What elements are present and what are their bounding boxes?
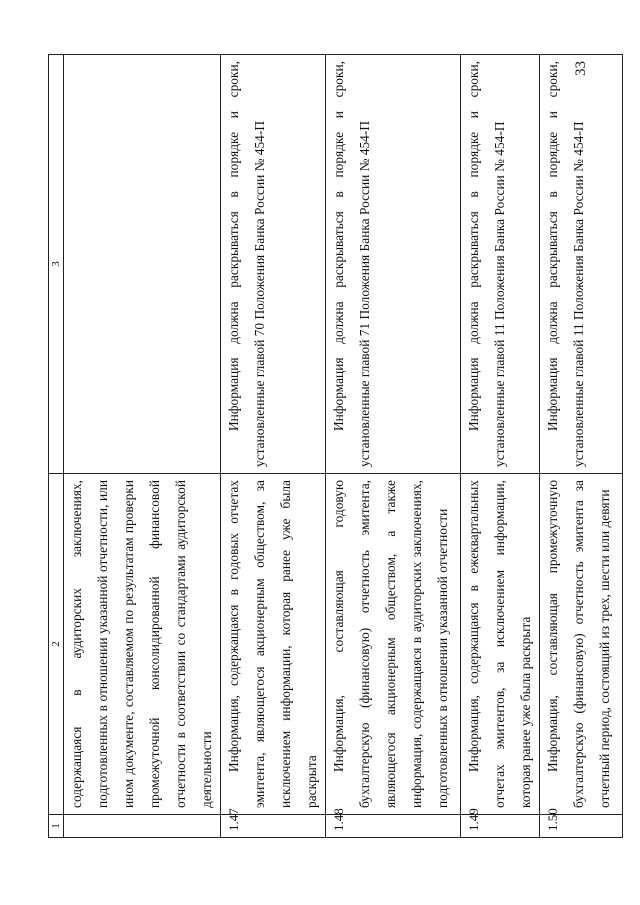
table-row xyxy=(461,55,540,838)
row-number: 1.49 xyxy=(461,815,540,838)
row-info: Информация должна раскрываться в порядке и сроки, установленные главой 11 Положения Банка России № 454-П xyxy=(540,55,623,474)
table-header-row xyxy=(49,55,64,838)
table-row xyxy=(326,55,461,838)
table-row xyxy=(540,55,623,838)
row-description: Информация, составляющая промежуточную бухгалтерскую (финансовую) отчетность эмитента за отчетный период, состоящий из трех, шести или девяти xyxy=(540,474,623,815)
row-info: Информация должна раскрываться в порядке и сроки, установленные главой 70 Положения Банка России № 454-П xyxy=(221,55,326,474)
row-info: Информация должна раскрываться в порядке и сроки, установленные главой 71 Положения Банка России № 454-П xyxy=(326,55,461,474)
disclosure-table xyxy=(48,54,623,838)
header-col-2: 2 xyxy=(49,474,64,815)
row-description: Информация, содержащаяся в ежеквартальных отчетах эмитентов, за исключением информации, которая ранее уже была раскрыта xyxy=(461,474,540,815)
row-description: Информация, содержащаяся в годовых отчетах эмитента, являющегося акционерным обществом, за исключением информации, которая ранее уже была раскрыта xyxy=(221,474,326,815)
table-row xyxy=(221,55,326,838)
header-col-3: 3 xyxy=(49,55,64,474)
row-number: 1.47 xyxy=(221,815,326,838)
header-col-1: 1 xyxy=(49,815,64,838)
row-number: 1.48 xyxy=(326,815,461,838)
row-number xyxy=(64,815,221,838)
row-info: Информация должна раскрываться в порядке и сроки, установленные главой 11 Положения Банка России № 454-П xyxy=(461,55,540,474)
row-description: содержащаяся в аудиторских заключениях, подготовленных в отношении указанной отчетности, или ином документе, составляемом по результатам проверки промежуточной консолидированной финансовой отчетности в соответствии со стандартами аудиторской деятельности xyxy=(64,474,221,815)
row-info xyxy=(64,55,221,474)
page-number: 33 xyxy=(573,61,589,76)
table-row xyxy=(64,55,221,838)
row-number: 1.50 xyxy=(540,815,623,838)
row-description: Информация, составляющая годовую бухгалтерскую (финансовую) отчетность эмитента, являющегося акционерным обществом, а также информация, содержащаяся в аудиторских заключениях, подготовленных в отношении указанной отчетности xyxy=(326,474,461,815)
